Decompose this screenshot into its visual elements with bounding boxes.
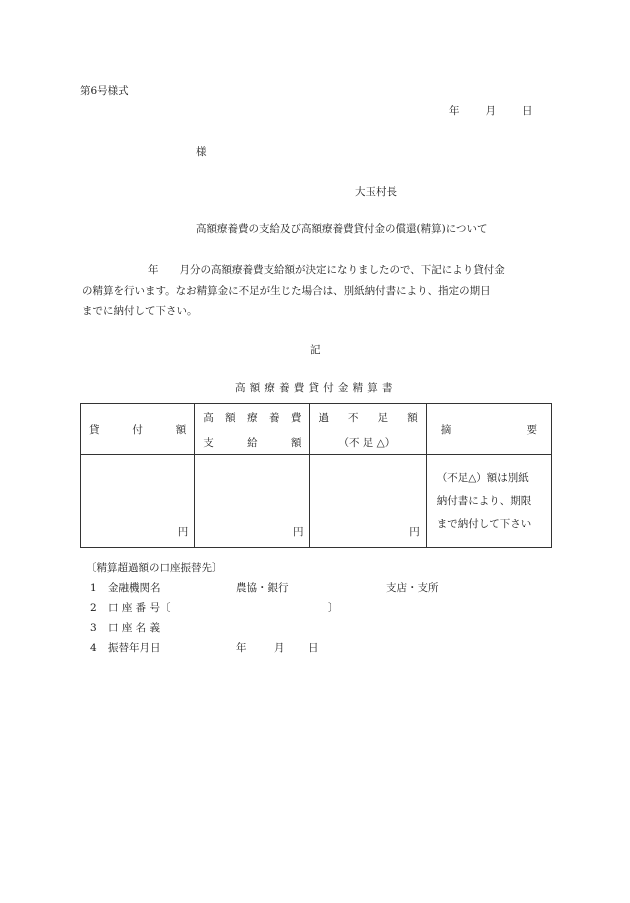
loan-amount-cell: [81, 455, 195, 548]
header-excess-shortage: 過 不 足 額 （不 足 △）: [310, 404, 426, 455]
date-year: 年: [449, 105, 460, 117]
header-benefit-amount: 高 額 療 養 費 支 給 額: [195, 404, 310, 455]
remark-line: （不足△）額は別紙: [436, 472, 529, 484]
account-row-transfer-date: 4 振替年月日 年 月 日: [90, 642, 319, 654]
body-line-3: までに納付して下さい。: [82, 305, 198, 317]
account-row-bank: 1 金融機関名 農協・銀行 支店・支所: [90, 582, 439, 594]
date-line: [449, 103, 533, 118]
yen-unit: 円: [177, 526, 189, 538]
table-body-row: [81, 455, 552, 548]
yen-unit: 円: [409, 526, 420, 538]
body-line-2: の精算を行います。なお精算金に不足が生じた場合は、別紙納付書により、指定の期日: [82, 284, 491, 297]
statement-title: 高額療養費貸付金精算書: [235, 382, 397, 394]
body-text: [82, 260, 562, 322]
account-label: 口 座 番 号〔: [108, 602, 171, 614]
remarks-cell: [426, 455, 551, 548]
transfer-month: 月: [274, 642, 285, 654]
table-header-row: [81, 404, 552, 455]
excess-shortage-cell: [310, 455, 426, 548]
yen-unit: 円: [292, 526, 304, 538]
transfer-day: 日: [308, 642, 319, 654]
account-label: 金融機関名: [108, 582, 161, 594]
benefit-amount-cell: [195, 455, 310, 548]
form-number: 第6号様式: [80, 85, 129, 97]
body-line-1: 年 月分の高額療養費支給額が決定になりましたので、下記により貸付金: [148, 264, 505, 276]
settlement-table: [80, 403, 552, 548]
remark-line: 納付書により、期限: [436, 495, 532, 507]
account-heading: 〔精算超過額の口座振替先〕: [86, 562, 223, 574]
account-label: 振替年月日: [108, 642, 161, 654]
account-row-number: 2 口 座 番 号〔 〕: [90, 602, 339, 614]
addressee: 様: [196, 146, 207, 158]
issuer: 大玉村長: [355, 186, 397, 198]
bracket-close: 〕: [328, 602, 339, 614]
account-label: 口 座 名 義: [108, 622, 161, 634]
transfer-year: 年: [236, 642, 247, 654]
account-row-holder: 3 口 座 名 義: [90, 622, 161, 634]
ki-heading: 記: [310, 344, 321, 356]
date-day: 日: [522, 105, 533, 117]
date-month: 月: [485, 105, 496, 117]
bank-type: 農協・銀行: [236, 582, 289, 594]
branch-type: 支店・支所: [386, 582, 439, 594]
document-subject: 高額療養費の支給及び高額療養費貸付金の償還(精算)について: [196, 223, 488, 235]
remark-line: まで納付して下さい: [436, 518, 532, 530]
header-loan-amount: 貸 付 額: [81, 404, 195, 455]
header-remarks: 摘 要: [426, 404, 551, 455]
